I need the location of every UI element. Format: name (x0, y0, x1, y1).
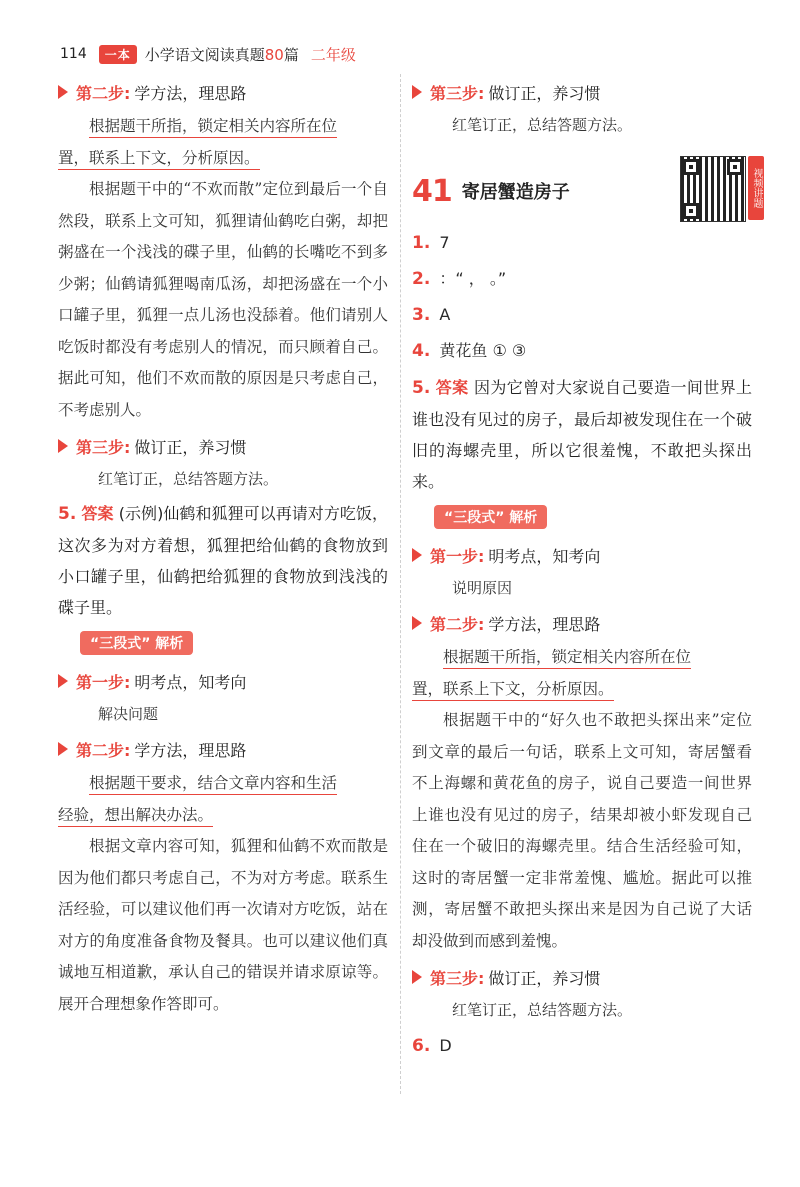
method-line-1: 根据题干要求，结合文章内容和生活 (89, 774, 337, 795)
answer-5 (412, 372, 752, 497)
arrow-right-icon (58, 742, 68, 756)
step3-text: 红笔订正，总结答题方法。 (98, 470, 279, 488)
method-line-1: 根据题干所指，锁定相关内容所在位 (89, 117, 337, 138)
step3-header (412, 78, 752, 106)
method-statement (412, 641, 752, 673)
grade-label: 二年级 (310, 45, 356, 64)
step1-header (412, 541, 752, 569)
analysis-paragraph: 根据题干中的“不欢而散”定位到最后一个自然段，联系上文可知，狐狸请仙鹤吃白粥，却把粥盛在一个浅浅的碟子里，仙鹤的长嘴吃不到多少粥；仙鹤请狐狸喝南瓜汤，却把汤盛在一个小口罐子里，狐狸一点儿汤也没舔着。他们请别人吃饭时都没有考虑别人的情况，而只顾着自己。据此可知，他们不欢而散的原因是只考虑自己，不考虑别人。 (58, 180, 388, 419)
three-part-analysis-badge (80, 631, 193, 655)
step-label: 第三步: (430, 968, 485, 988)
step-label: 第二步: (76, 83, 131, 103)
answer-6 (412, 1031, 752, 1061)
arrow-right-icon (412, 616, 422, 630)
step3-text: 红笔订正，总结答题方法。 (452, 116, 633, 134)
step2-header (58, 78, 388, 106)
answer-1 (412, 228, 752, 258)
answer-text: A (439, 305, 451, 324)
question-number: 1. (412, 233, 431, 253)
question-number: 3. (412, 305, 431, 325)
arrow-right-icon (412, 548, 422, 562)
step1-text: 说明原因 (452, 579, 513, 597)
answer-4 (412, 336, 752, 366)
analysis-paragraph: 根据题干中的“好久也不敢把头探出来”定位到文章的最后一句话，联系上文可知，寄居蟹看不上海螺和黄花鱼的房子，说自己要造一间世界上谁也没有见过的房子，结果却被小虾发现自己住在一个破旧的海螺壳里。结合生活经验可知，这时的寄居蟹一定非常羞愧、尴尬。据此可以推测，寄居蟹不敢把头探出来是因为自己说了大话却没做到而感到羞愧。 (412, 711, 752, 950)
three-part-analysis-badge (434, 505, 547, 529)
step-label: 第二步: (76, 740, 131, 760)
step3-header (58, 432, 388, 460)
step-text: 做订正，养习惯 (488, 968, 601, 988)
step3-text: 红笔订正，总结答题方法。 (452, 1001, 633, 1019)
arrow-right-icon (412, 85, 422, 99)
step-label: 第一步: (76, 672, 131, 692)
step-text: 做订正，养习惯 (134, 437, 247, 457)
question-number: 5. (58, 504, 77, 524)
answer-5 (58, 498, 388, 623)
book-title-main: 小学语文阅读真题 (144, 45, 265, 64)
step2-header (412, 609, 752, 637)
badge-quoted: “三段式” (90, 636, 151, 652)
method-line-2: 置，联系上下文，分析原因。 (58, 149, 260, 170)
arrow-right-icon (412, 970, 422, 984)
question-number: 4. (412, 341, 431, 361)
step-label: 第三步: (76, 437, 131, 457)
method-statement (58, 110, 388, 142)
arrow-right-icon (58, 674, 68, 688)
step1-text: 解决问题 (98, 705, 159, 723)
answer-text: 黄花鱼 ① ③ (439, 341, 527, 360)
answer-text: D (439, 1036, 452, 1055)
answer-text: ：“ ， 。” (439, 269, 507, 288)
right-column (412, 72, 762, 1067)
answer-text: (示例)仙鹤和狐狸可以再请对方吃饭，这次多为对方着想，狐狸把给仙鹤的食物放到小口罐子里，仙鹤把给狐狸的食物放到浅浅的碟子里。 (58, 504, 388, 617)
method-statement-cont (58, 799, 388, 831)
column-divider (400, 74, 401, 1094)
step-text: 学方法，理思路 (134, 83, 247, 103)
page-header (60, 40, 356, 68)
lesson-title: 寄居蟹造房子 (461, 182, 570, 203)
badge-quoted: “三段式” (444, 510, 505, 526)
qr-video-tag: 视频讲题 (748, 156, 764, 220)
method-line-1: 根据题干所指，锁定相关内容所在位 (443, 648, 691, 669)
answer-tag: 答案 (435, 378, 469, 397)
method-statement-cont (58, 142, 388, 174)
method-statement (58, 767, 388, 799)
answer-text: 7 (439, 233, 450, 252)
book-title (145, 44, 299, 65)
method-line-2: 置，联系上下文，分析原因。 (412, 680, 614, 701)
brand-logo: 一本 (99, 45, 137, 64)
method-line-2: 经验，想出解决办法。 (58, 806, 213, 827)
step3-header (412, 963, 752, 991)
left-column (58, 72, 388, 1020)
step-label: 第三步: (430, 83, 485, 103)
question-number: 6. (412, 1036, 431, 1056)
step-text: 明考点，知考向 (134, 672, 247, 692)
badge-label: 解析 (155, 636, 184, 652)
step-text: 做订正，养习惯 (488, 83, 601, 103)
step1-header (58, 667, 388, 695)
answer-text: 因为它曾对大家说自己要造一间世界上谁也没有见过的房子，最后却被发现住在一个破旧的海螺壳里，所以它很羞愧，不敢把头探出来。 (412, 378, 752, 491)
page-number: 114 (60, 46, 87, 62)
book-title-suffix: 篇 (283, 45, 299, 64)
step-text: 明考点，知考向 (488, 546, 601, 566)
question-number: 5. (412, 378, 431, 398)
step2-header (58, 735, 388, 763)
question-number: 2. (412, 269, 431, 289)
step-text: 学方法，理思路 (488, 614, 601, 634)
method-statement-cont (412, 673, 752, 705)
arrow-right-icon (58, 85, 68, 99)
arrow-right-icon (58, 439, 68, 453)
answer-2 (412, 264, 752, 294)
badge-label: 解析 (509, 510, 538, 526)
step-label: 第二步: (430, 614, 485, 634)
step-text: 学方法，理思路 (134, 740, 247, 760)
lesson-number: 41 (412, 173, 452, 209)
answer-tag: 答案 (81, 504, 114, 523)
step-label: 第一步: (430, 546, 485, 566)
analysis-paragraph: 根据文章内容可知，狐狸和仙鹤不欢而散是因为他们都只考虑自己，不为对方考虑。联系生活经验，可以建议他们再一次请对方吃饭，站在对方的角度准备食物及餐具。也可以建议他们真诚地互相道歉，承认自己的错误并请求原谅等。展开合理想象作答即可。 (58, 837, 388, 1013)
answer-3 (412, 300, 752, 330)
book-title-number: 80 (264, 45, 284, 64)
qr-code-icon[interactable] (680, 156, 746, 222)
